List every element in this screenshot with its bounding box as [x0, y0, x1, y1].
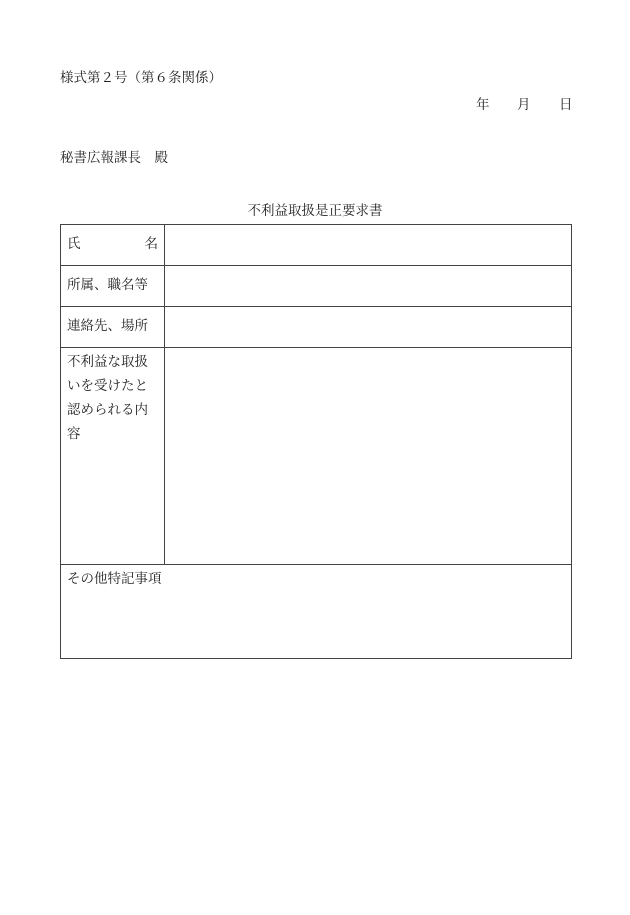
date-month: 月: [517, 97, 531, 113]
table-row: [61, 266, 572, 307]
table-row: [61, 307, 572, 348]
content-field[interactable]: [165, 348, 572, 565]
date-year: 年: [476, 97, 490, 113]
name-field[interactable]: [165, 225, 572, 266]
other-notes-label: その他特記事項: [67, 571, 162, 587]
other-notes-field[interactable]: [61, 565, 572, 659]
content-label-line: いを受けたと: [67, 378, 148, 394]
form-number: 様式第２号（第６条関係）: [60, 70, 222, 86]
contact-field[interactable]: [165, 307, 572, 348]
request-form-table: [60, 224, 572, 659]
table-row: [61, 348, 572, 565]
name-label-part: 氏: [67, 236, 81, 253]
date-day: 日: [559, 97, 573, 113]
name-label-part: 名: [144, 236, 158, 253]
content-label-line: 認められる内: [67, 402, 148, 418]
affiliation-label: 所属、職名等: [61, 266, 165, 307]
table-row: [61, 225, 572, 266]
content-label-line: 不利益な取扱: [67, 354, 148, 370]
table-row: [61, 565, 572, 659]
content-label-line: 容: [67, 426, 81, 442]
affiliation-field[interactable]: [165, 266, 572, 307]
document-title: 不利益取扱是正要求書: [247, 203, 383, 219]
name-label: [61, 225, 165, 266]
contact-label: 連絡先、場所: [61, 307, 165, 348]
content-label: [61, 348, 165, 565]
addressee: 秘書広報課長 殿: [60, 150, 168, 166]
